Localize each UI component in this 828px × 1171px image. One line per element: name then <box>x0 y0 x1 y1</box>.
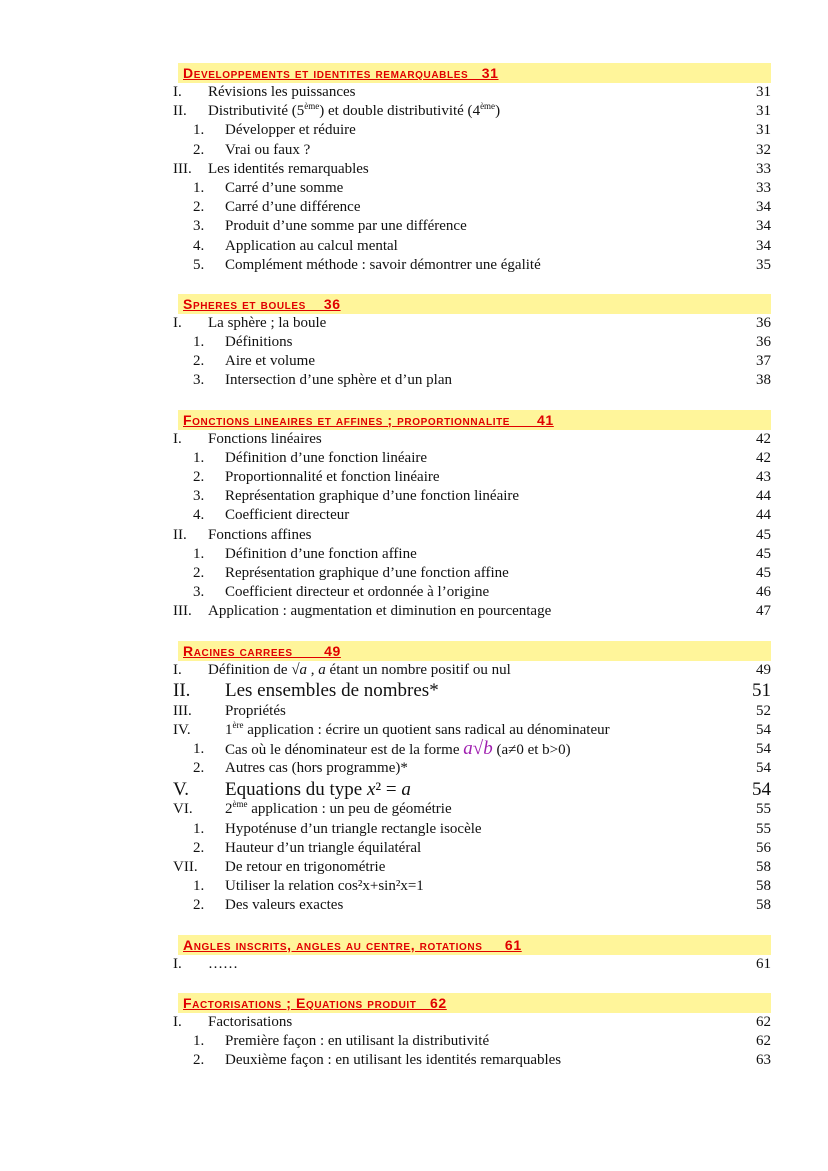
entry-text-part: 4 <box>472 103 481 120</box>
entry-text-part: Factorisations <box>208 1013 293 1030</box>
entry-title[interactable] <box>225 800 731 819</box>
toc-entry[interactable] <box>173 858 771 877</box>
toc-entry[interactable] <box>173 1051 771 1070</box>
entry-number: 1. <box>193 122 205 139</box>
toc-entry[interactable] <box>173 198 771 217</box>
page-number: 34 <box>756 218 771 235</box>
entry-number: 3. <box>193 584 205 601</box>
entry-number: I. <box>173 314 182 331</box>
entry-title[interactable] <box>225 352 731 371</box>
entry-text-part: ère <box>232 719 244 730</box>
entry-title[interactable] <box>225 545 731 564</box>
toc-entry[interactable] <box>173 468 771 487</box>
entry-number: 1. <box>193 334 205 351</box>
entry-text-part: Equations du type <box>225 778 367 800</box>
toc-entry[interactable] <box>173 314 771 333</box>
entry-number: VII. <box>173 859 198 875</box>
entry-number: 2. <box>193 199 205 216</box>
entry-text-part: Cas où le dénominateur est de la forme <box>225 742 464 759</box>
entry-title[interactable] <box>225 237 731 256</box>
entry-number: 4. <box>193 507 205 524</box>
entry-title[interactable] <box>208 661 731 680</box>
section-header[interactable] <box>178 935 771 955</box>
entry-text-part: Proportionnalité et fonction linéaire <box>225 469 440 485</box>
entry-title[interactable] <box>225 780 731 799</box>
toc-section <box>173 641 771 916</box>
entry-number: III. <box>173 702 192 719</box>
page-number: 36 <box>756 314 771 331</box>
page-number: 44 <box>756 507 771 524</box>
entry-text-part: …… <box>208 955 238 972</box>
entry-title[interactable] <box>225 877 731 896</box>
page-number: 51 <box>752 680 771 702</box>
page-number: 62 <box>756 1013 771 1030</box>
entry-title[interactable] <box>208 1013 731 1032</box>
entry-title[interactable] <box>208 102 731 121</box>
page-number: 52 <box>756 702 771 719</box>
page-number: 42 <box>756 430 771 447</box>
toc-entry[interactable] <box>173 955 771 974</box>
entry-title[interactable] <box>225 1051 731 1070</box>
entry-text-part: Distributivité ( <box>208 103 297 120</box>
entry-text-part: Fonctions linéaires <box>208 430 322 447</box>
entry-text-part: Coefficient directeur <box>225 507 350 524</box>
toc-entry[interactable] <box>173 237 771 256</box>
page-number: 54 <box>752 778 771 800</box>
page-number: 44 <box>756 488 771 505</box>
page-number: 31 <box>756 84 771 100</box>
page-number: 62 <box>756 1032 771 1049</box>
page-number: 43 <box>756 469 771 485</box>
toc-entry[interactable] <box>173 333 771 352</box>
entry-text-part: Hauteur d’un triangle équilatéral <box>225 839 422 856</box>
entry-title[interactable] <box>225 449 731 468</box>
entry-title[interactable] <box>208 160 731 179</box>
entry-text-part: , <box>307 661 319 678</box>
toc-entry[interactable] <box>173 820 771 839</box>
entry-text-part: Produit d’une somme par une différence <box>225 218 467 235</box>
section-title[interactable]: Developpements et identites remarquables 31 <box>183 65 499 81</box>
entry-title[interactable] <box>225 468 731 487</box>
entry-title[interactable] <box>208 526 731 545</box>
entry-number: 2. <box>193 1052 205 1069</box>
entry-number: II. <box>173 680 191 702</box>
toc-section <box>173 294 771 391</box>
entry-text-part: Définition d’une fonction affine <box>225 545 417 562</box>
page-number: 31 <box>756 122 771 139</box>
entry-number: IV. <box>173 721 191 738</box>
entry-text-part: (a≠0 et b>0) <box>492 742 571 759</box>
entry-number: I. <box>173 84 182 100</box>
toc-entry[interactable] <box>173 661 771 680</box>
toc-entry[interactable] <box>173 160 771 179</box>
toc-entry[interactable] <box>173 487 771 506</box>
toc-entry[interactable] <box>173 217 771 236</box>
toc-entry[interactable] <box>173 602 771 621</box>
page-number: 33 <box>756 179 771 196</box>
entry-title[interactable] <box>225 564 731 583</box>
entry-title[interactable] <box>225 179 731 198</box>
entry-title[interactable] <box>225 371 731 390</box>
page-number: 58 <box>756 897 771 914</box>
toc-entry[interactable] <box>173 121 771 140</box>
toc-entry[interactable] <box>173 506 771 525</box>
entry-text-part: Des valeurs exactes <box>225 897 344 914</box>
page-number: 49 <box>756 661 771 678</box>
entry-number: I. <box>173 1013 182 1030</box>
entry-number: 2. <box>193 760 205 777</box>
entry-number: I. <box>173 661 182 678</box>
toc-entry[interactable] <box>173 256 771 275</box>
entry-text-part: Première façon : en utilisant la distributivité <box>225 1032 490 1049</box>
toc-entry[interactable] <box>173 179 771 198</box>
entry-text-part: Les ensembles de nombres* <box>225 680 439 702</box>
page-number: 33 <box>756 160 771 177</box>
entry-title[interactable] <box>225 739 731 760</box>
entry-text-part: Fonctions affines <box>208 526 312 543</box>
entry-text-part: Deuxième façon : en utilisant les identités remarquables <box>225 1052 562 1069</box>
entry-title[interactable] <box>225 198 731 217</box>
page-number: 35 <box>756 256 771 273</box>
page-number: 34 <box>756 199 771 216</box>
entry-text-part: ² = <box>375 778 402 800</box>
section-title[interactable]: Factorisations ; Equations produit 62 <box>183 994 447 1011</box>
entry-number: 2. <box>193 353 205 370</box>
entry-title[interactable] <box>225 506 731 525</box>
entry-text-part: Utiliser la relation cos²x+sin²x=1 <box>225 878 424 895</box>
entry-text-part: Représentation graphique d’une fonction affine <box>225 564 509 581</box>
entry-number: 3. <box>193 372 205 389</box>
entry-number: 5. <box>193 256 205 273</box>
table-of-contents <box>173 63 771 1089</box>
entry-text-part: ème <box>304 101 320 112</box>
entry-title[interactable] <box>225 333 731 352</box>
toc-entry[interactable] <box>173 740 771 759</box>
entry-number: 1. <box>193 820 205 837</box>
entry-title[interactable] <box>208 955 731 974</box>
page-number: 55 <box>756 801 771 818</box>
math-expression: a <box>299 661 308 678</box>
entry-title[interactable] <box>208 430 731 449</box>
page-number: 42 <box>756 449 771 466</box>
entry-text-part: Application : augmentation et diminution en pourcentage <box>208 603 552 620</box>
section-header[interactable] <box>178 641 771 661</box>
entry-text-part: étant un nombre positif ou nul <box>325 661 511 678</box>
entry-number: 2. <box>193 897 205 914</box>
page-number: 56 <box>756 839 771 856</box>
math-expression: a <box>318 661 326 678</box>
entry-title[interactable] <box>225 583 731 602</box>
entry-text-part: 1 <box>225 721 233 738</box>
page-number: 61 <box>756 955 771 972</box>
entry-number: V. <box>173 778 190 800</box>
math-expression: x <box>366 778 376 800</box>
entry-text-part: Autres cas (hors programme)* <box>225 760 408 777</box>
toc-entry[interactable] <box>173 1013 771 1032</box>
entry-text-part: ) <box>495 103 501 120</box>
entry-title[interactable] <box>225 820 731 839</box>
entry-title[interactable] <box>225 121 731 140</box>
page-number: 47 <box>756 603 771 620</box>
entry-text-part: Application au calcul mental <box>225 237 398 254</box>
entry-text-part: Propriétés <box>225 702 286 719</box>
section-header[interactable] <box>178 63 771 83</box>
toc-entry[interactable] <box>173 680 771 702</box>
section-title[interactable]: Angles inscrits, angles au centre, rotations 61 <box>183 936 522 953</box>
page-number: 31 <box>756 103 771 120</box>
toc-entry[interactable] <box>173 702 771 721</box>
toc-entry[interactable] <box>173 800 771 819</box>
entry-title[interactable] <box>225 1032 731 1051</box>
entry-text-part: La sphère ; la boule <box>208 314 327 331</box>
entry-text-part: Aire et volume <box>225 353 315 370</box>
toc-section <box>173 935 771 974</box>
page-number: 34 <box>756 237 771 254</box>
toc-entry[interactable] <box>173 583 771 602</box>
section-header[interactable] <box>178 993 771 1013</box>
entry-number: II. <box>173 526 187 543</box>
entry-title[interactable] <box>225 141 731 160</box>
toc-entry[interactable] <box>173 371 771 390</box>
toc-entry[interactable] <box>173 526 771 545</box>
entry-title[interactable] <box>225 487 731 506</box>
entry-number: 2. <box>193 839 205 856</box>
page-number: 45 <box>756 564 771 581</box>
entry-number: 3. <box>193 488 205 505</box>
entry-number: I. <box>173 955 182 972</box>
section-title[interactable]: Spheres et boules 36 <box>183 295 341 312</box>
toc-entry[interactable] <box>173 102 771 121</box>
math-expression: a <box>401 778 411 800</box>
entry-text-part: Représentation graphique d’une fonction linéaire <box>225 488 520 505</box>
toc-entry[interactable] <box>173 759 771 778</box>
page-number: 58 <box>756 878 771 895</box>
entry-number: 2. <box>193 469 205 485</box>
entry-text-part: De retour en trigonométrie <box>225 859 386 875</box>
entry-number: 4. <box>193 237 205 254</box>
page-number: 55 <box>756 820 771 837</box>
entry-number: III. <box>173 160 192 177</box>
entry-number: 1. <box>193 449 205 466</box>
entry-text-part: Révisions les puissances <box>208 84 356 100</box>
page-number: 45 <box>756 545 771 562</box>
entry-text-part: Coefficient directeur et ordonnée à l’origine <box>225 584 490 601</box>
section-header[interactable] <box>178 410 771 430</box>
entry-text-part: Définitions <box>225 334 293 351</box>
page-number: 45 <box>756 526 771 543</box>
entry-text-part: application : écrire un quotient sans radical au dénominateur <box>243 721 610 738</box>
entry-number: 3. <box>193 218 205 235</box>
entry-text-part: Définition d’une fonction linéaire <box>225 449 428 466</box>
entry-title[interactable] <box>225 896 731 915</box>
page-number: 58 <box>756 859 771 875</box>
toc-section <box>173 993 771 1071</box>
toc-entry[interactable] <box>173 839 771 858</box>
toc-entry[interactable] <box>173 778 771 800</box>
page-number: 54 <box>756 760 771 777</box>
section-title[interactable]: Fonctions lineaires et affines ; proportionnalite 41 <box>183 411 554 428</box>
section-header[interactable] <box>178 294 771 314</box>
entry-title[interactable] <box>225 681 731 700</box>
entry-title[interactable] <box>225 839 731 858</box>
entry-text-part: 2 <box>225 801 233 818</box>
entry-title[interactable] <box>225 217 731 236</box>
entry-title[interactable] <box>208 83 731 102</box>
toc-section <box>173 63 771 275</box>
entry-number: 2. <box>193 141 205 158</box>
entry-text-part: 5 <box>296 103 305 120</box>
entry-title[interactable] <box>208 602 731 621</box>
entry-number: 1. <box>193 878 205 895</box>
entry-text-part: ème <box>232 799 248 810</box>
entry-title[interactable] <box>225 858 731 877</box>
page-number: 54 <box>756 741 771 758</box>
toc-entry[interactable] <box>173 1032 771 1051</box>
entry-number: I. <box>173 430 182 447</box>
toc-entry[interactable] <box>173 896 771 915</box>
entry-title[interactable] <box>225 256 731 275</box>
entry-text-part: Hypoténuse d’un triangle rectangle isocèle <box>225 820 482 837</box>
math-expression: a√b <box>463 738 493 760</box>
section-title[interactable]: Racines carrees 49 <box>183 642 341 659</box>
page-number: 46 <box>756 584 771 601</box>
entry-number: III. <box>173 603 192 620</box>
entry-text-part: Carré d’une différence <box>225 199 361 216</box>
entry-number: 1. <box>193 545 205 562</box>
entry-number: 2. <box>193 564 205 581</box>
toc-entry[interactable] <box>173 449 771 468</box>
entry-number: 1. <box>193 1032 205 1049</box>
entry-number: VI. <box>173 801 193 818</box>
entry-text-part: Complément méthode : savoir démontrer une égalité <box>225 256 541 273</box>
toc-section <box>173 410 771 622</box>
entry-text-part: ème <box>480 101 496 112</box>
toc-entry[interactable] <box>173 352 771 371</box>
entry-title[interactable] <box>225 702 731 721</box>
toc-entry[interactable] <box>173 141 771 160</box>
entry-number: II. <box>173 103 187 120</box>
entry-number: 1. <box>193 741 205 758</box>
entry-text-part: Les identités remarquables <box>208 160 369 177</box>
entry-title[interactable] <box>208 314 731 333</box>
toc-entry[interactable] <box>173 430 771 449</box>
entry-text-part: Carré d’une somme <box>225 179 344 196</box>
entry-title[interactable] <box>225 759 731 778</box>
page-number: 36 <box>756 334 771 351</box>
entry-text-part: Intersection d’une sphère et d’un plan <box>225 372 452 389</box>
page-number: 32 <box>756 141 771 158</box>
entry-text-part: Vrai ou faux ? <box>225 141 311 158</box>
entry-text-part: ) et double distributivité ( <box>319 103 473 120</box>
entry-text-part: Développer et réduire <box>225 122 356 139</box>
page-number: 63 <box>756 1052 771 1069</box>
entry-text-part: Définition de √ <box>208 661 300 678</box>
toc-entry[interactable] <box>173 545 771 564</box>
toc-entry[interactable] <box>173 564 771 583</box>
toc-entry[interactable] <box>173 83 771 102</box>
toc-entry[interactable] <box>173 877 771 896</box>
page-number: 37 <box>756 353 771 370</box>
entry-text-part: application : un peu de géométrie <box>247 801 452 818</box>
page-number: 54 <box>756 721 771 738</box>
entry-number: 1. <box>193 179 205 196</box>
page-number: 38 <box>756 372 771 389</box>
